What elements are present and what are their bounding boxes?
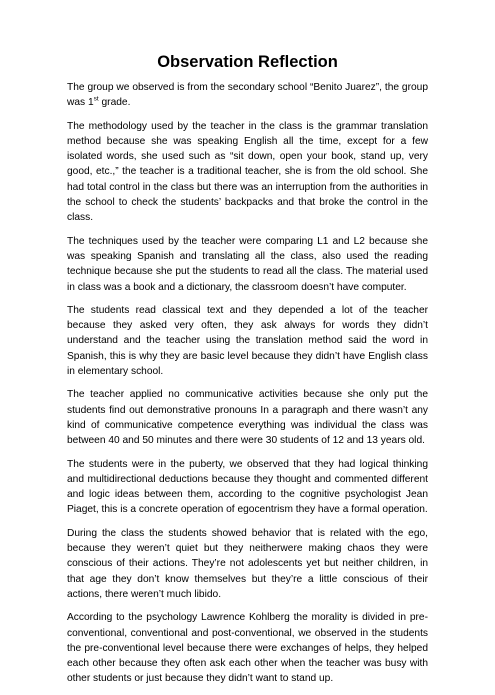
paragraph-techniques: The techniques used by the teacher were comparing L1 and L2 because she was speaking Spanish and translating all the class, also used the reading technique because she put the students to read all the class. The material used in class was a book and a dictionary, the classroom doesn’t have computer. [67, 235, 428, 293]
document-title: Observation Reflection [157, 53, 338, 71]
paragraph-behavior: During the class the students showed behavior that is related with the ego, because they weren’t quiet but they neitherwere making chaos they were conscious of their actions. They’re not adolescents yet but neither children, in that age they don’t know themselves but they’re a little conscious of their actions, there weren’t much libido. [67, 527, 428, 600]
intro-ordinal-suffix: st [93, 95, 99, 103]
paragraph-intro [67, 80, 428, 111]
paragraph-morality: According to the psychology Lawrence Kohlberg the morality is divided in pre-conventional, conventional and post-conventional, we observed in the students the pre-conventional level because there were exchanges of helps, they helped each other because they often ask each other when the teacher was busy with other students or just because they didn’t want to stand up. [67, 612, 428, 685]
paragraph-puberty: The students were in the puberty, we observed that they had logical thinking and multidirectional deductions because they thought and commented different and logic ideas between them, according to the cognitive psychologist Jean Piaget, this is a concrete operation of egocentrism they have a formal operation. [67, 458, 428, 516]
paragraph-students-reading: The students read classical text and they depended a lot of the teacher because they asked very often, they ask always for words they didn’t understand and the teacher using the translation method said the word in Spanish, this is why they are basic level because they didn’t have English class in elementary school. [67, 304, 428, 378]
intro-text: The group we observed is from the secondary school “Benito Juarez”, the group was 1 [67, 82, 428, 109]
paragraph-methodology: The methodology used by the teacher in the class is the grammar translation method because she was speaking English all the time, except for a few isolated words, she used such as “sit down, open your book, stand up, very good, etc.,” the teacher is a traditional teacher, she is from the old school. She had total control in the class but there was an interruption from the authorities in the school to check the students’ backpacks and that broke the control in the class. [67, 120, 428, 224]
document-body [67, 80, 428, 695]
paragraph-activities: The teacher applied no communicative activities because she only put the students find out demonstrative pronouns In a paragraph and there wasn’t any kind of communicative competence everything was individual the class was between 40 and 50 minutes and there were 30 students of 12 and 13 years old. [67, 389, 428, 447]
intro-text-end: grade. [98, 97, 131, 109]
